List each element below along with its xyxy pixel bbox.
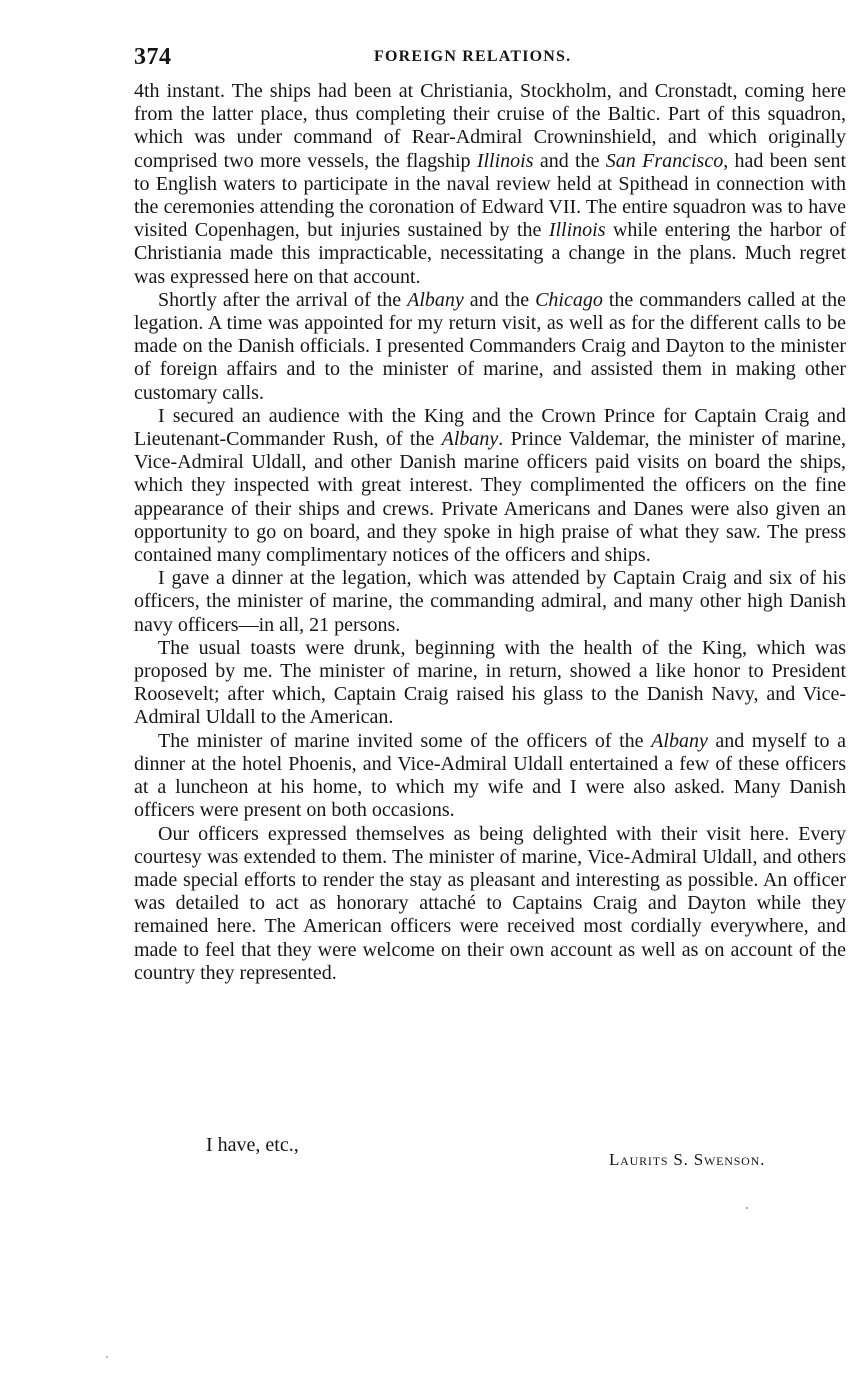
paragraph-text: and myself to a dinner at the hotel Phoenis, and Vice-Admiral Uldall entertained a few of these officers at a luncheon at his home, to which my wife and I were also asked. Many Danish officers were present on both occasions. (134, 729, 846, 822)
paragraph-text: and the (533, 149, 606, 172)
paragraph-text: the commanders called at the legation. A time was appointed for my return visit, as well as for the different calls to be made on the Danish officials. I presented Commanders Craig and Dayton to the minister of foreign affairs and to the minister of marine, and assisted them in making other customary calls. (134, 288, 847, 404)
page-header (134, 44, 846, 74)
paragraph-text: I gave a dinner at the legation, which was attended by Captain Craig and six of his officers, the minister of marine, the commanding admiral, and many other high Danish navy officers—in all, 21 persons. (134, 567, 846, 636)
running-title: FOREIGN RELATIONS. (374, 48, 572, 65)
paragraph-text: , had been sent to English waters to participate in the naval review held at Spithead in connection with the ceremonies attending the coronation of Edward VII. The entire squadron was to have visited Copenhagen, but injuries sustained by the (134, 149, 847, 242)
paragraph-text: Our officers expressed themselves as being delighted with their visit here. Every courtesy was extended to them. The minister of marine, Vice-Admiral Uldall, and others made special efforts to render the stay as pleasant and interesting as possible. An officer was detailed to act as honorary attaché to Captains Craig and Dayton while they remained here. The American officers were received most cordially everywhere, and made to feel that they were welcome on their own account as well as on account of the country they represented. (134, 822, 846, 984)
paragraph-text: The usual toasts were drunk, beginning with the health of the King, which was proposed by me. The minister of marine, in return, showed a like honor to President Roosevelt; after which, Captain Craig raised his glass to the Danish Navy, and Vice-Admiral Uldall to the American. (134, 636, 846, 729)
paragraph (134, 567, 846, 637)
paragraph (134, 405, 846, 567)
page-number: 374 (134, 44, 172, 70)
body-text (134, 80, 846, 985)
paragraph-text: 4th instant. The ships had been at Christiania, Stockholm, and Cronstadt, coming here from the latter place, thus completing their cruise of the Baltic. Part of this squadron, which was under command of Rear-Admiral Crowninshield, and which originally comprised two more vessels, the flagship (134, 80, 846, 172)
ship-name: Illinois (476, 149, 534, 172)
ship-name: Albany (651, 729, 708, 752)
ship-name: Albany (441, 428, 499, 451)
paragraph (134, 80, 846, 289)
paragraph (134, 730, 846, 823)
paper-speck (106, 1356, 108, 1358)
paragraph-text: and the (463, 288, 536, 311)
paragraph-text: . Prince Valdemar, the minister of marine, Vice-Admiral Uldall, and other Danish marine officers paid visits on board the ships, which they inspected with great interest. They complimented the officers on the fine appearance of their ships and crews. Private Americans and Danes were also given an opportunity to go on board, and they spoke in high praise of what they saw. The press contained many complimentary notices of the officers and ships. (134, 428, 847, 567)
paragraph (134, 289, 846, 405)
paragraph-text: Shortly after the arrival of the (158, 288, 408, 311)
paragraph-text: The minister of marine invited some of the officers of the (158, 729, 652, 752)
paragraph (134, 823, 846, 985)
paragraph-text: while entering the harbor of Christiania made this impracticable, necessitating a change in the plans. Much regret was expressed here on that account. (134, 219, 846, 288)
paper-speck (746, 1207, 748, 1209)
signature: Laurits S. Swenson. (609, 1150, 766, 1169)
paragraph-text: I secured an audience with the King and the Crown Prince for Captain Craig and Lieutenant-Commander Rush, of the (134, 404, 846, 451)
ship-name: Illinois (548, 219, 606, 242)
ship-name: San Francisco (605, 149, 724, 172)
ship-name: Chicago (535, 288, 603, 311)
closing-line: I have, etc., (206, 1134, 299, 1156)
ship-name: Albany (407, 288, 464, 311)
paragraph (134, 637, 846, 730)
